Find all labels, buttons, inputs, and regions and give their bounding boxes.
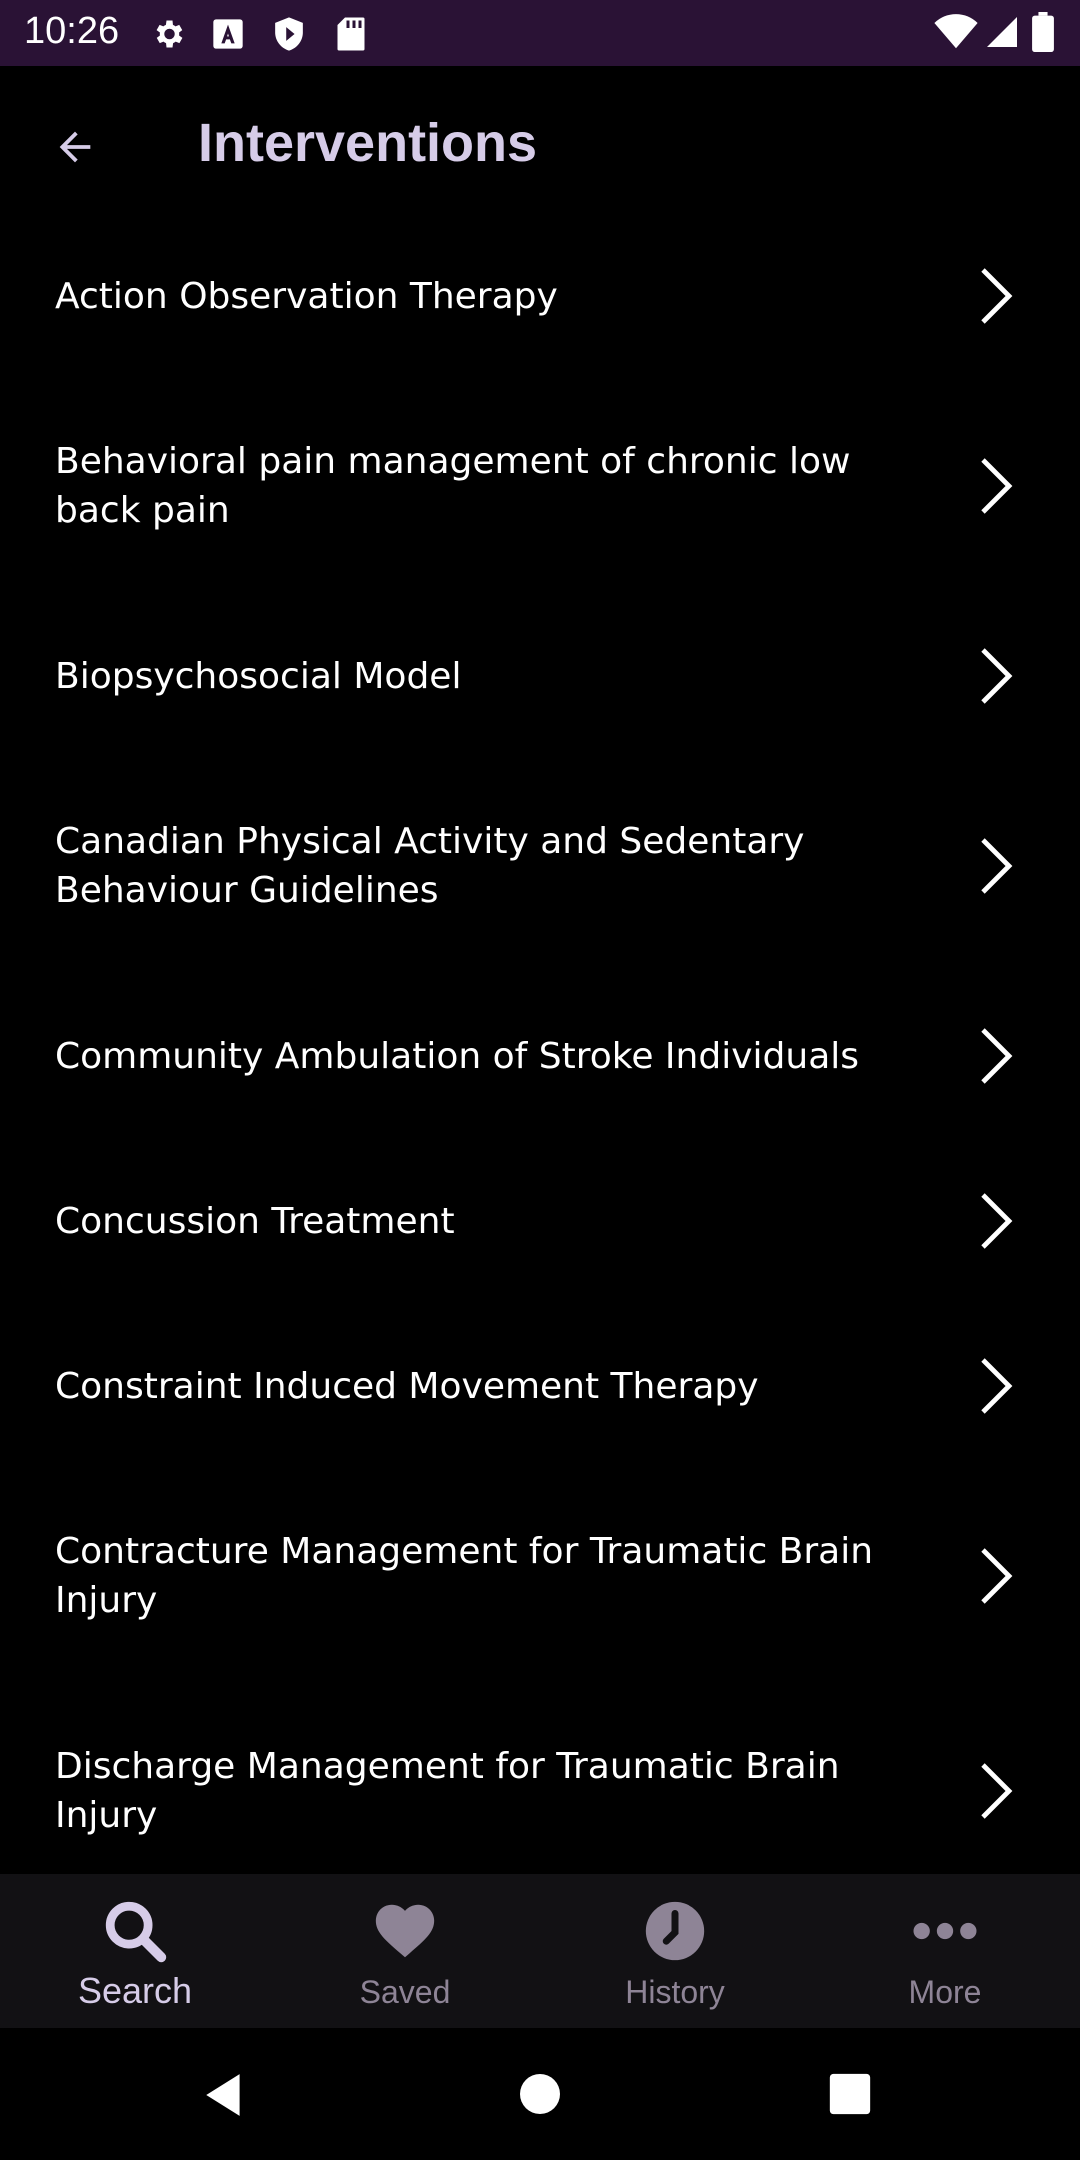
chevron-right-icon bbox=[975, 836, 1015, 896]
list-item[interactable] bbox=[0, 606, 1080, 746]
chevron-right-icon bbox=[975, 1761, 1015, 1821]
back-button[interactable] bbox=[40, 112, 110, 182]
clock-icon bbox=[640, 1896, 710, 1966]
list-item[interactable] bbox=[0, 226, 1080, 366]
interventions-list bbox=[0, 226, 1080, 1874]
shield-play-icon bbox=[272, 16, 306, 52]
gear-icon bbox=[150, 16, 186, 52]
recents-square-icon[interactable] bbox=[828, 2072, 872, 2116]
system-navigation-bar bbox=[0, 2028, 1080, 2160]
list-item-label: Discharge Management for Traumatic Brain Injury bbox=[55, 1746, 840, 1836]
nav-label: More bbox=[908, 1974, 982, 2010]
home-circle-icon[interactable] bbox=[516, 2070, 564, 2118]
more-dots-icon bbox=[910, 1896, 980, 1966]
heart-icon bbox=[370, 1896, 440, 1966]
list-item-label: Action Observation Therapy bbox=[55, 275, 558, 317]
nav-label: Search bbox=[77, 1970, 193, 2011]
nav-history[interactable] bbox=[540, 1874, 810, 2028]
status-bar bbox=[0, 0, 1080, 66]
chevron-right-icon bbox=[975, 1546, 1015, 1606]
chevron-right-icon bbox=[975, 266, 1015, 326]
list-item[interactable] bbox=[0, 746, 1080, 986]
list-item[interactable] bbox=[0, 986, 1080, 1126]
list-item[interactable] bbox=[0, 1456, 1080, 1696]
nav-label: History bbox=[625, 1974, 725, 2010]
search-icon bbox=[100, 1896, 170, 1966]
font-a-icon bbox=[212, 18, 244, 50]
list-item-label: Biopsychosocial Model bbox=[55, 655, 462, 697]
page-title: Interventions bbox=[198, 113, 538, 173]
list-item[interactable] bbox=[0, 1696, 1080, 1874]
sd-card-icon bbox=[336, 16, 366, 52]
list-item-label: Contracture Management for Traumatic Brain Injury bbox=[55, 1531, 874, 1621]
back-triangle-icon[interactable] bbox=[200, 2070, 250, 2120]
chevron-right-icon bbox=[975, 1356, 1015, 1416]
chevron-right-icon bbox=[975, 456, 1015, 516]
list-item-label: Canadian Physical Activity and Sedentary Behaviour Guidelines bbox=[55, 821, 805, 911]
battery-icon bbox=[1032, 12, 1054, 52]
chevron-right-icon bbox=[975, 646, 1015, 706]
list-item-label: Community Ambulation of Stroke Individuals bbox=[55, 1035, 860, 1077]
nav-label: Saved bbox=[359, 1974, 451, 2010]
chevron-right-icon bbox=[975, 1191, 1015, 1251]
status-time: 10:26 bbox=[24, 10, 120, 52]
list-item[interactable] bbox=[0, 366, 1080, 606]
nav-search[interactable] bbox=[0, 1874, 270, 2028]
app-bar bbox=[0, 66, 1080, 226]
nav-more[interactable] bbox=[810, 1874, 1080, 2028]
list-item-label: Constraint Induced Movement Therapy bbox=[55, 1365, 759, 1407]
nav-saved[interactable] bbox=[270, 1874, 540, 2028]
chevron-right-icon bbox=[975, 1026, 1015, 1086]
list-item-label: Behavioral pain management of chronic low back pain bbox=[55, 441, 851, 531]
wifi-icon bbox=[934, 14, 978, 50]
list-item[interactable] bbox=[0, 1126, 1080, 1316]
bottom-navigation bbox=[0, 1874, 1080, 2028]
arrow-left-icon bbox=[52, 124, 98, 170]
list-item-label: Concussion Treatment bbox=[55, 1200, 455, 1242]
list-item[interactable] bbox=[0, 1316, 1080, 1456]
signal-icon bbox=[984, 14, 1020, 50]
